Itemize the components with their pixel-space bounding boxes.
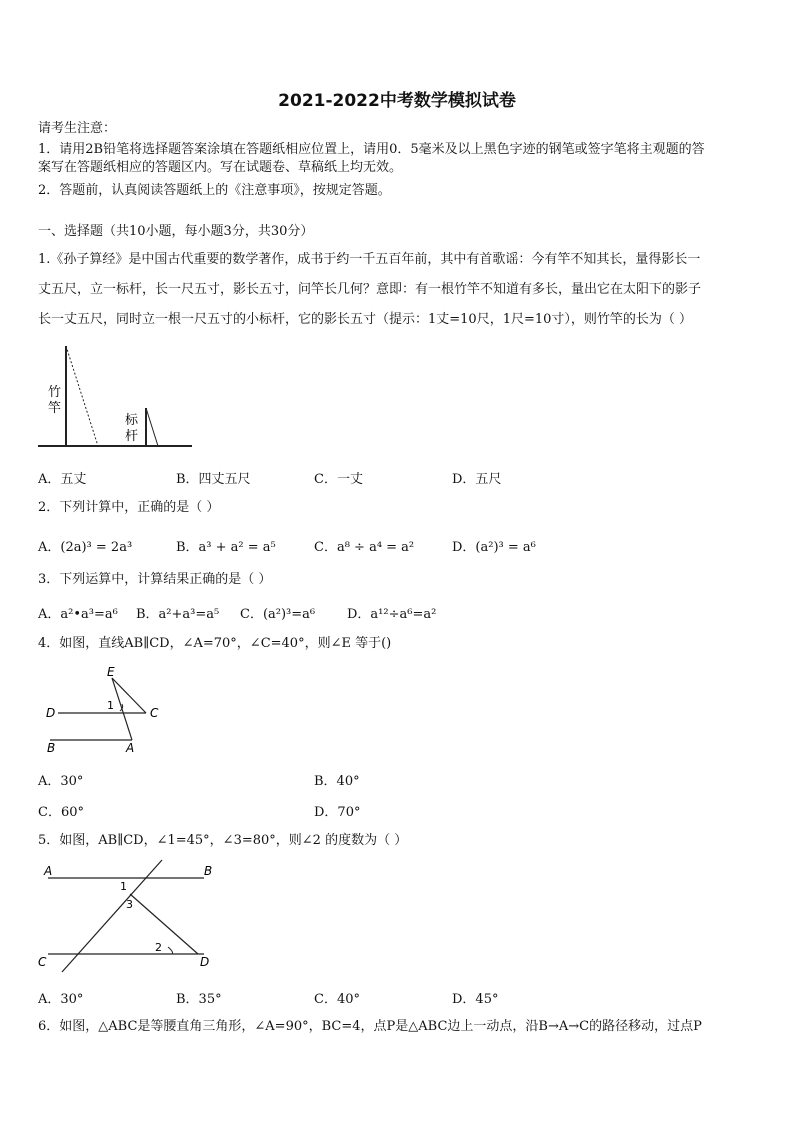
q3-stem: 3．下列运算中，计算结果正确的是（ ） bbox=[38, 572, 272, 587]
q5-figure bbox=[34, 858, 224, 974]
q6-stem: 6．如图，△ABC是等腰直角三角形，∠A=90°，BC=4，点P是△ABC边上一动点，沿B→A→C的路径移动，过点P bbox=[38, 1019, 702, 1034]
q5-label-angle-1: 1 bbox=[120, 880, 127, 893]
q1-option-c[interactable]: C．一丈 bbox=[314, 472, 363, 487]
q4-label-d: D bbox=[46, 706, 56, 720]
q4-label-e: E bbox=[107, 665, 115, 679]
q5-label-c: C bbox=[38, 955, 47, 969]
q4-label-angle-1: 1 bbox=[107, 699, 114, 712]
q1-fig-label-stick-2: 杆 bbox=[125, 429, 139, 444]
q1-option-a[interactable]: A．五丈 bbox=[38, 472, 87, 487]
q5-option-c[interactable]: C．40° bbox=[314, 992, 360, 1007]
q4-option-b[interactable]: B．40° bbox=[314, 774, 360, 789]
q4-option-c[interactable]: C．60° bbox=[38, 805, 84, 820]
q2-option-d[interactable]: D．(a²)³ = a⁶ bbox=[452, 540, 536, 555]
q1-fig-label-pole-1: 竹 bbox=[48, 385, 62, 400]
q5-option-d[interactable]: D．45° bbox=[452, 992, 499, 1007]
q4-stem: 4．如图，直线AB∥CD，∠A=70°，∠C=40°，则∠E 等于() bbox=[38, 636, 392, 651]
q4-figure bbox=[40, 664, 180, 756]
q3-option-c[interactable]: C．(a²)³=a⁶ bbox=[240, 607, 316, 622]
q3-option-b[interactable]: B．a²+a³=a⁵ bbox=[136, 607, 220, 622]
notice-item-1-line-1: 1．请用2B铅笔将选择题答案涂填在答题纸相应位置上，请用0．5毫米及以上黑色字迹的钢笔或签字笔将主观题的答 bbox=[38, 142, 705, 157]
q3-option-d[interactable]: D．a¹²÷a⁶=a² bbox=[347, 607, 437, 622]
q5-label-a: A bbox=[44, 864, 53, 878]
q2-option-b[interactable]: B．a³ + a² = a⁵ bbox=[176, 540, 276, 555]
q5-label-b: B bbox=[204, 864, 213, 878]
q1-option-b[interactable]: B．四丈五尺 bbox=[176, 472, 251, 487]
q5-option-a[interactable]: A．30° bbox=[38, 992, 84, 1007]
q5-label-d: D bbox=[200, 955, 210, 969]
q5-option-b[interactable]: B．35° bbox=[176, 992, 222, 1007]
q4-option-a[interactable]: A．30° bbox=[38, 774, 84, 789]
q1-stem-line-3: 长一丈五尺，同时立一根一尺五寸的小标杆，它的影长五寸（提示：1丈=10尺，1尺=10寸），则竹竿的长为（ ） bbox=[38, 312, 693, 327]
q1-option-d[interactable]: D．五尺 bbox=[452, 472, 502, 487]
q2-option-c[interactable]: C．a⁸ ÷ a⁴ = a² bbox=[314, 540, 415, 555]
notice-item-2: 2．答题前，认真阅读答题纸上的《注意事项》，按规定答题。 bbox=[38, 183, 391, 198]
q4-label-c: C bbox=[150, 706, 159, 720]
q1-stem-line-2: 丈五尺，立一标杆，长一尺五寸，影长五寸，问竿长几何？意即：有一根竹竿不知道有多长，量出它在太阳下的影子 bbox=[38, 282, 702, 297]
q4-label-b: B bbox=[47, 741, 56, 755]
q2-option-a[interactable]: A．(2a)³ = 2a³ bbox=[38, 540, 133, 555]
q3-option-a[interactable]: A．a²•a³=a⁶ bbox=[38, 607, 118, 622]
page-title: 2021-2022中考数学模拟试卷 bbox=[278, 91, 516, 111]
notice-item-1-line-2: 案写在答题纸相应的答题区内。写在试题卷、草稿纸上均无效。 bbox=[38, 160, 403, 175]
q1-fig-label-pole-2: 竿 bbox=[48, 401, 62, 416]
q4-option-d[interactable]: D．70° bbox=[314, 805, 361, 820]
q5-label-angle-2: 2 bbox=[155, 941, 162, 954]
q1-fig-label-stick-1: 标 bbox=[125, 413, 139, 428]
notice-heading: 请考生注意： bbox=[38, 121, 117, 136]
q2-stem: 2．下列计算中，正确的是（ ） bbox=[38, 500, 220, 515]
q4-label-a: A bbox=[126, 741, 135, 755]
q5-label-angle-3: 3 bbox=[126, 898, 133, 911]
q1-stem-line-1: 1.《孙子算经》是中国古代重要的数学著作，成书于约一千五百年前，其中有首歌谣：今有竿不知其长，量得影长一 bbox=[38, 252, 701, 267]
q1-figure bbox=[36, 340, 196, 450]
q5-stem: 5．如图，AB∥CD，∠1=45°，∠3=80°，则∠2 的度数为（ ） bbox=[38, 833, 408, 848]
section-heading: 一、选择题（共10小题，每小题3分，共30分） bbox=[38, 224, 314, 239]
